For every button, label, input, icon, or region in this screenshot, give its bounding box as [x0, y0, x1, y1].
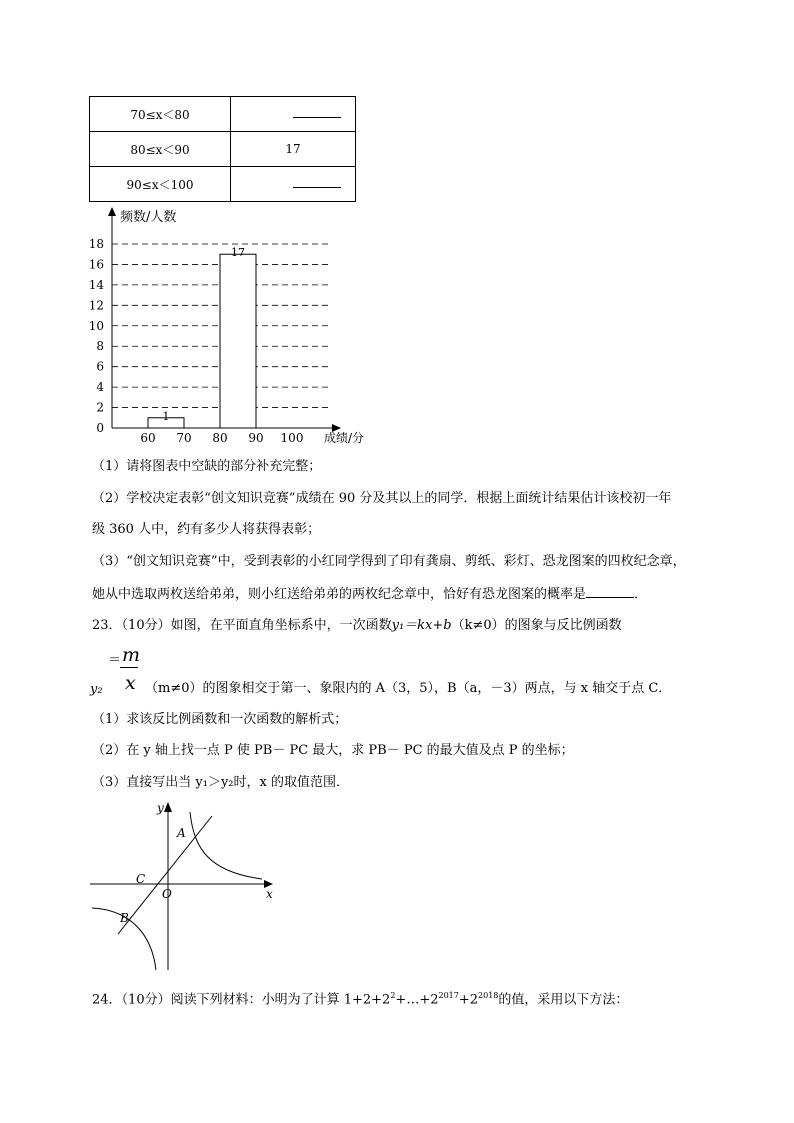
value-cell — [231, 97, 356, 132]
frequency-histogram — [84, 206, 384, 452]
linear-function-line — [118, 816, 212, 934]
frequency-table — [89, 96, 356, 202]
q22-part3-line1: （3）“创文知识竞赛”中，受到表彰的小红同学得到了印有龚扇、剪纸、彩灯、恐龙图案的四枚纪念章， — [92, 554, 686, 569]
table-row — [90, 132, 356, 167]
point-a-label: A — [177, 826, 186, 840]
q22-part2-line1: （2）学校决定表彰“创文知识竞赛”成绩在 90 分及其以上的同学．根据上面统计结果估计该校初一年 — [92, 491, 672, 506]
y-tick-label: 16 — [88, 257, 104, 272]
y-axis-arrow — [108, 207, 116, 216]
range-cell: 90≤x＜100 — [90, 167, 231, 202]
q24-stem: 24．（10分）阅读下列材料：小明为了计算 $1+2+2^2+\dots+2^{2017}+2^{2018}$的值，采用以下方法： — [92, 991, 629, 1008]
x-tick-label: 100 — [280, 431, 304, 445]
value-cell — [231, 167, 356, 202]
table-row — [90, 97, 356, 132]
q23-part3: （3）直接写出当 y₁＞y₂时，x 的取值范围． — [92, 775, 349, 790]
bar-value-label: 1 — [162, 409, 170, 423]
range-cell: 80≤x＜90 — [90, 132, 231, 167]
x-label: x — [266, 887, 273, 901]
y-tick-label: 12 — [88, 298, 104, 313]
y-tick-label: 6 — [96, 359, 104, 374]
x-tick-label: 80 — [212, 431, 228, 445]
histogram-bar — [220, 254, 256, 428]
x-tick-label: 60 — [140, 431, 156, 445]
function-graph — [88, 798, 282, 976]
y-tick-label: 2 — [96, 400, 104, 415]
x-tick-label: 70 — [176, 431, 192, 445]
table-row — [90, 167, 356, 202]
q23-part2: （2）在 y 轴上找一点 P 使 PB－ PC 最大，求 PB－ PC 的最大值及点 P 的坐标； — [92, 743, 574, 758]
hyperbola-branch-q1 — [190, 812, 262, 879]
y-tick-label: 18 — [88, 237, 104, 251]
value-cell: 17 — [231, 132, 356, 167]
point-c-label: C — [136, 872, 146, 886]
x-tick-label: 90 — [248, 431, 264, 445]
q23-stem: 23．（10分）如图，在平面直角坐标系中，一次函数y₁＝kx+b（k≠0）的图象与反比例函数 — [92, 618, 622, 633]
y-axis-label: 频数/人数 — [120, 210, 177, 225]
x-axis-label: 成绩/分 — [324, 431, 365, 445]
y-tick-label: 0 — [96, 421, 104, 435]
origin-label: O — [162, 887, 172, 901]
frac-eq: ＝ — [108, 653, 122, 668]
y2-label: y₂ — [90, 682, 103, 697]
q22-part3-line2: 她从中选取两枚送给弟弟，则小红送给弟弟的两枚纪念章中，恰好有恐龙图案的概率是 ． — [92, 587, 648, 602]
range-cell: 70≤x＜80 — [90, 97, 231, 132]
q23-part1: （1）求该反比例函数和一次函数的解析式； — [92, 712, 348, 727]
y-tick-label: 8 — [96, 339, 104, 354]
point-b-label: B — [120, 911, 129, 925]
blank-line — [293, 117, 341, 118]
y-tick-label: 4 — [96, 380, 104, 395]
y-label: y — [157, 801, 164, 815]
y-tick-label: 14 — [88, 277, 104, 292]
y-axis-arrow — [164, 802, 172, 812]
y1-expr: y₁＝kx+b — [391, 618, 452, 633]
q23-stem-line2: （m≠0）的图象相交于第一、象限内的 A（3，5），B（a，－3）两点，与 x 轴交于点 C． — [145, 681, 672, 696]
q22-part1: （1）请将图表中空缺的部分补充完整； — [92, 459, 322, 474]
bar-value-label: 17 — [231, 246, 245, 260]
frac-numerator: m — [122, 644, 141, 666]
y-tick-label: 10 — [88, 318, 104, 333]
answer-blank — [586, 585, 634, 598]
q22-part2-line2: 级 360 人中，约有多少人将获得表彰； — [92, 522, 321, 537]
frac-bar — [120, 667, 138, 668]
blank-line — [293, 187, 341, 188]
frac-denominator: x — [125, 672, 136, 694]
